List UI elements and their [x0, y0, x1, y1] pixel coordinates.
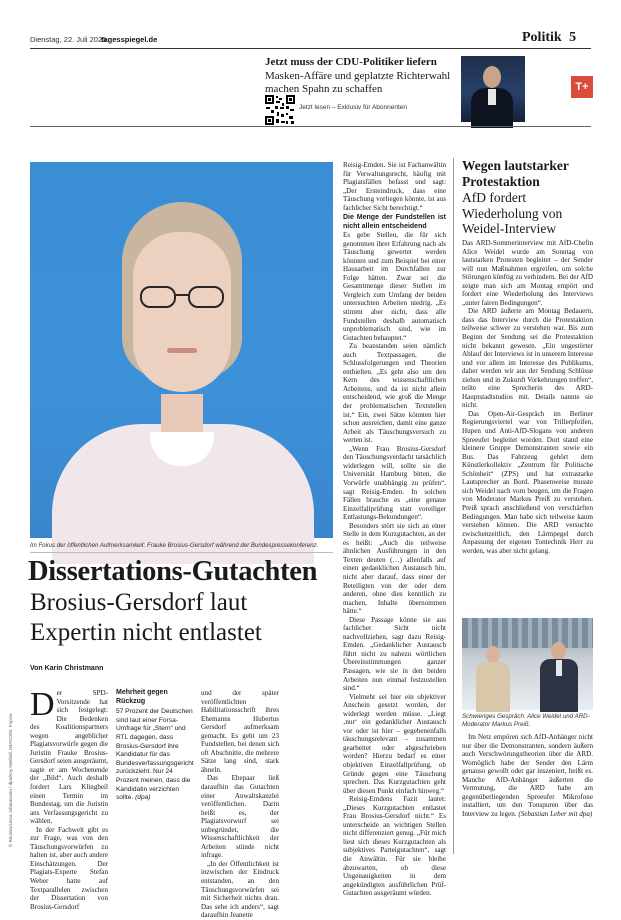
photo-glasses: [140, 286, 226, 310]
side-photo-person-1-head: [486, 646, 500, 663]
side-source: (Sebastian Leber mit dpa): [518, 809, 593, 818]
teaser-kicker[interactable]: Jetzt muss der CDU-Politiker liefern: [265, 56, 437, 68]
main-col-4-p5: Besonders stört sie sich an einer Stelle in dem Kurzgutachten, an der es heißt: „Auch die teilweise ähnlichen Ausführungen in den Texten deuten (…) allenfalls auf einen gedanklichen Austausch hin, nicht aber darauf, dass einer der Beteiligten von der oder dem anderen, ohne dies kenntlich zu machen, Inhalte übernommen hätte.“: [343, 521, 446, 616]
side-col-top: [462, 239, 593, 612]
side-photo-person-1-body: [476, 662, 510, 712]
side-photo-caption: Schwieriges Gespräch: Alice Weidel und ARD-Moderator Markus Preiß.: [462, 713, 590, 728]
info-box-source: (dpa): [135, 794, 151, 802]
info-box-body: 57 Prozent der Deutschen sind laut einer Forsa-Umfrage für „Stern“ und RTL dagegen, dass Brosius-Gersdorf ihre Kandidatur für das Bundesverfassungsgericht zurückzieht. Nur 24 Prozent meinen, dass die Kandidatin verzichten sollte.: [116, 708, 194, 802]
byline: Von Karin Christmann: [30, 665, 104, 672]
main-photo[interactable]: [30, 162, 333, 538]
side-photo-person-2-head: [551, 642, 566, 660]
main-col-4-subhead: Die Menge der Fundstellen ist nicht allein entscheidend: [343, 214, 446, 230]
photo-mouth: [167, 348, 197, 353]
main-col-3-p1: und der später veröffentlichten Habilitationsschrift ihres Ehemanns Hubertus Gersdorf aufmerksam gemacht. Es geht um 23 Fundstellen, bei denen sich oft Abschnitte, die mehrere Sätze lang sind, stark ähneln.: [201, 689, 279, 774]
info-box-title: Mehrheit gegen Rückzug: [116, 689, 168, 705]
header-rule: [30, 48, 591, 49]
side-p4: [462, 733, 593, 818]
page-number: 5: [569, 30, 577, 45]
side-p1: Das ARD-Sommerinterview mit AfD-Chefin Alice Weidel wurde am Sonntag von lautstarken Protesten begleitet – der Sender will nun Maßnahmen ergreifen, um solche Störungen künftig zu verhindern. Bei der AfD zeigte man sich am Montag empört und fordert eine Wiederholung des Interviews „unter fairen Bedingungen“.: [462, 239, 593, 307]
teaser-photo-shirt: [488, 89, 496, 105]
side-photo-person-2-shirt: [556, 660, 562, 676]
main-col-4-p4: „Wenn Frau Brosius-Gersdorf den Täuschungsverdacht tatsächlich widerlegen will, sollte sie die Universität Hamburg bitten, die Vorwürfe unabhängig zu prüfen“, sagt Reisig-Emden. In solchen Fällen brauche es „eine genaue Einzelfallprüfung statt voreiliger Entlastungs-Bekundungen“.: [343, 444, 446, 522]
main-col-4: [343, 161, 446, 898]
main-col-1: [30, 686, 108, 911]
side-photo-building: [462, 618, 593, 648]
dropcap: D: [30, 686, 55, 723]
column-divider: [453, 158, 454, 854]
main-col-4-p1: Reisig-Emden. Sie ist Fachanwältin für Verwaltungsrecht, häufig mit Plagiatsfällen befasst und sagt: „Der Ersteindruck, dass eine Täuschung vorliegen könnte, ist aus fachlicher Sicht berechtigt.“: [343, 161, 446, 212]
photo-face: [133, 232, 231, 392]
side-headline-2: AfD fordert Wiederholung von Weidel-Interview: [462, 190, 563, 236]
main-subhead-2: Expertin nicht entlastet: [30, 619, 262, 646]
side-headline-1: Wegen lautstarker Protestaktion: [462, 158, 569, 189]
qr-code-icon[interactable]: [265, 95, 295, 125]
side-photo[interactable]: [462, 618, 593, 710]
info-box-text: [116, 708, 194, 803]
header-date: Dienstag, 22. Juli 2025: [30, 35, 107, 44]
main-col-1-p1: er SPD-Vorsitzende hat sich festgelegt: Die Bedenken des Koalitionspartners wegen angeblicher Plagiatsvorwürfe gegen die Juristin Frauke Brosius-Gersdorf seien ausgeräumt, sagte er am Wochenende der „Bild“. Auch deshalb fordert Lars Klingbeil einen Termin im Bundestag, um die Juristin ans Verfassungsgericht zu wählen.: [30, 689, 108, 826]
main-col-4-p7: Vielmehr sei hier ein objektiver Anschein gesetzt worden, der widerlegt werden müsse. „Liegt ‚nur‘ ein gedanklicher Austausch vor oder ist hier – gegebenenfalls täuschungsrelevant – zusammen gearbeitet oder abgeschrieben worden? Hierzu bedarf es einer objektiven Einzelfallprüfung, ob Gründe gegen eine Täuschung sprechen. Das Kurzgutachten geht über diesen Punkt einfach hinweg.“: [343, 692, 446, 795]
teaser-text[interactable]: Masken-Affäre und geplatzte Richterwahl machen Spahn zu schaffen: [265, 70, 451, 95]
teaser-photo-head: [483, 66, 501, 88]
main-col-4-p8: Reisig-Emdens Fazit lautet: „Dieses Kurzgutachten entlastet Frau Brosius-Gersdorf nicht.“ Es unterscheide an wichtigen Stellen nicht differenziert genug. „Für mich liest sich dieses Kurzgutachten als subjektives Parteigutachten“, sagt die Anwältin. Für sie bleibe abzuwarten, ob diese Ungenauigkeiten in dem angekündigten ausführlichen Prüf-Gutachten ausgeräumt würden.: [343, 795, 446, 898]
side-p2: Die ARD äußerte am Montag Bedauern, dass das Interview durch die Protestaktion teilweise schwer zu verstehen war. Bis zum Beginn der Sendung sei die Protestaktion nicht bekannt gewesen. „Ein ungestörter Ablauf der Interviews ist in unserem Interesse und vor allem im Interesse des Publikums, daher werden wir aus der Sendung Schlüsse ziehen und in Zukunft Vorkehrungen treffen“, teilte eine Sprecherin des ARD-Hauptstadtstudios mit. Details nannte sie nicht.: [462, 307, 593, 410]
info-box: [116, 689, 194, 803]
side-p4-text: Im Netz empören sich AfD-Anhänger nicht nur über die Demonstranten, sondern äußern auch Verschwörungstheorien über die ARD. Womöglich habe der Sender den Lärm genauso gewollt oder gar inszeniert, heißt es. Manche AfD-Anhänger äußerten die Vermutung, die ARD habe am gegenüberliegenden Spreeufer Mikrofone installiert, um den Tonspuren über das Interview zu legen.: [462, 733, 593, 818]
caption-rule: [30, 552, 333, 553]
teaser-rule: [30, 126, 591, 127]
photo-credit: © Reuters/Liesa Johannssen / dpa/Kay Nietfeld, IMAGO/M. Popow: [8, 713, 13, 847]
section-name: Politik: [522, 30, 562, 45]
tplus-badge[interactable]: T+: [571, 76, 593, 98]
section-title: [522, 30, 576, 46]
photo-caption: Im Fokus der öffentlichen Aufmerksamkeit: Frauke Brosius-Gersdorf während der Bundespressekonferenz.: [30, 542, 319, 549]
main-headline: Dissertations-Gutachten: [28, 556, 318, 587]
teaser-photo[interactable]: [461, 56, 525, 122]
main-col-4-p2: Es gebe Stellen, die für sich genommen ihrer Erfahrung nach als Täuschung gewertet werden könnten und zum Beispiel bei einer Hausarbeit im Durchfallen zur Folge hätten. Zwar sei die Gesamtmenge dieser Stellen im Vergleich zum Umfang der beiden untersuchten Arbeiten niedrig. „Es stimmt aber nicht, dass alle Fundstellen deshalb automatisch unproblematisch sind, wie im Gutachten behauptet.“: [343, 231, 446, 342]
main-col-4-p6: Diese Passage könne sie aus fachlicher Sicht nicht nachvollziehen, sagt dazu Reisig-Emden. „Gedanklicher Austausch führt nicht zu nahezu wörtlichen Übereinstimmungen ganzer Passagen, wie sie in den beiden Arbeiten nun einmal festzustellen sind.“: [343, 615, 446, 693]
teaser-cta[interactable]: Jetzt lesen – Exklusiv für Abonnenten: [299, 104, 408, 111]
side-p3: Das Open-Air-Gespräch im Berliner Regierungsviertel war von Trillerpfeifen, Hupen und Anti-AfD-Slogans von anderen Spreeufer begleitet worden. Dort stand eine kleinere Gruppe Demonstranten sowie ein Bus. Das Fahrzeug gehört dem Künstlerkollektiv „Zentrum für Politische Schönheit“ (ZPS) und hat extrastarke Lautsprecher an Bord. Phasenweise musste sich Weidel nach vorn beugen, um die Fragen von Moderator Markus Preiß zu verstehen. Preiß sprach anschließend von verschärften Bedingungen. Man habe sich teilweise kaum verstehen können. Die ARD versuchte zwischenzeitlich, den Lärmpegel durch Anpassung der eigenen Tontechnik Herr zu werden, was aber nicht gelang.: [462, 409, 593, 555]
main-col-4-p3: Zu beanstanden seien nämlich auch Textpassagen, die Schlussfolgerungen und Theorien enthielten. „Es geht also um den Kern des wissenschaftlichen Arbeitens, und da ist nicht allein entscheidend, wie groß die Menge der problematischen Textstellen ist.“ Ein, zwei Sätze könnten hier schon ausreichen, damit eine ganze Arbeit als Täuschungsversuch zu werten ist.: [343, 342, 446, 445]
main-col-1-p2: In der Fachwelt gibt es zur Frage, was von den Täuschungsvorwürfen zu halten ist, aber auch andere Einschätzungen. Der Plagiats-Experte Stefan Weber hatte auf Textparallelen zwischen der Dissertation von Brosius-Gersdorf: [30, 825, 108, 911]
main-col-3-p3: „In der Öffentlichkeit ist inzwischen der Eindruck entstanden, an den Täuschungsvorwürfen sei mit Sicherheit nichts dran. Das sehe ich anders“, sagt daraufhin Jeanette: [201, 859, 279, 920]
main-col-3: [201, 689, 279, 920]
main-col-3-p2: Das Ehepaar ließ daraufhin das Gutachten einer Anwaltskanzlei veröffentlichen. Darin heißt es, der Plagiatsvorwurf sei unbegründet, die Wissenschaftlichkeit der Arbeiten stünde nicht infrage.: [201, 774, 279, 860]
header-brand[interactable]: tagesspiegel.de: [101, 35, 158, 44]
main-subhead-1: Brosius-Gersdorf laut: [30, 589, 248, 616]
side-col-bottom: [462, 733, 593, 854]
